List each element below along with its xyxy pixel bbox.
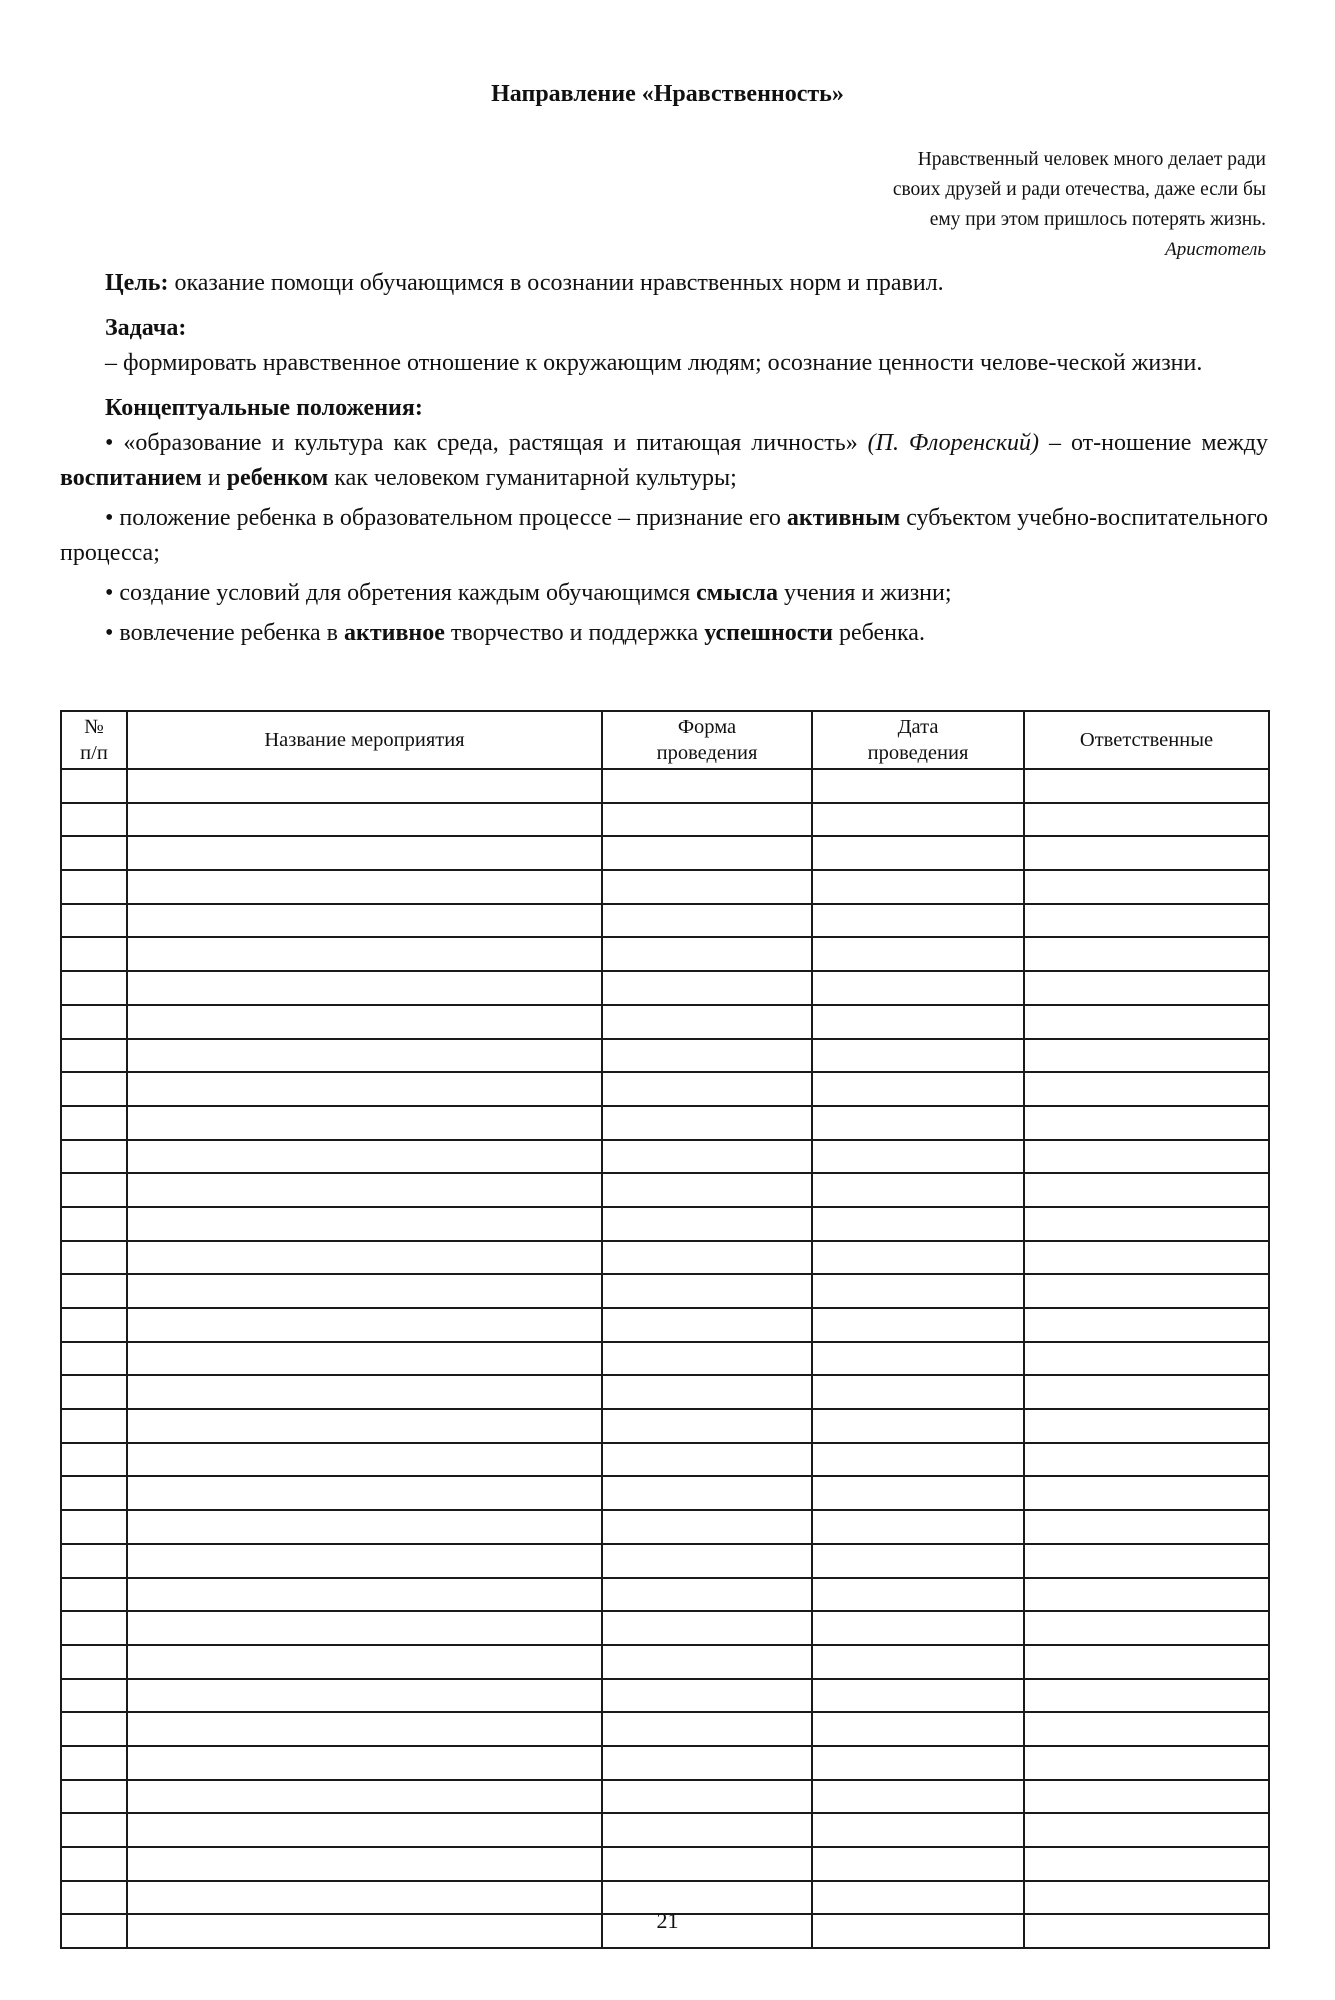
table-cell[interactable]	[1024, 1274, 1269, 1308]
table-cell[interactable]	[812, 1443, 1024, 1477]
table-cell[interactable]	[602, 769, 812, 803]
table-cell[interactable]	[1024, 1342, 1269, 1376]
epigraph-line: своих друзей и ради отечества, даже если бы	[892, 179, 1266, 200]
table-row	[61, 1510, 1269, 1544]
table-cell[interactable]	[602, 1712, 812, 1746]
table-cell[interactable]	[127, 1207, 602, 1241]
table-cell[interactable]	[61, 769, 127, 803]
table-cell[interactable]	[812, 870, 1024, 904]
table-cell[interactable]	[61, 1746, 127, 1780]
table-cell[interactable]	[812, 971, 1024, 1005]
table-cell[interactable]	[127, 937, 602, 971]
table-cell[interactable]	[127, 1510, 602, 1544]
table-cell[interactable]	[1024, 971, 1269, 1005]
table-cell[interactable]	[812, 1140, 1024, 1174]
table-cell[interactable]	[61, 1072, 127, 1106]
table-cell[interactable]	[602, 1544, 812, 1578]
table-cell[interactable]	[127, 1847, 602, 1881]
table-cell[interactable]	[602, 1746, 812, 1780]
table-cell[interactable]	[61, 1140, 127, 1174]
table-row	[61, 1712, 1269, 1746]
table-cell[interactable]	[127, 836, 602, 870]
table-row	[61, 1207, 1269, 1241]
table-cell[interactable]	[812, 1611, 1024, 1645]
table-cell[interactable]	[1024, 836, 1269, 870]
table-cell[interactable]	[602, 1375, 812, 1409]
table-row	[61, 836, 1269, 870]
table-cell[interactable]	[602, 1476, 812, 1510]
header-event-name: Название мероприятия	[127, 711, 602, 769]
body-text	[60, 266, 1268, 651]
table-cell[interactable]	[812, 1106, 1024, 1140]
table-cell[interactable]	[812, 1173, 1024, 1207]
table-cell[interactable]	[602, 1679, 812, 1713]
table-cell[interactable]	[1024, 1207, 1269, 1241]
table-row	[61, 1780, 1269, 1814]
table-cell[interactable]	[812, 1072, 1024, 1106]
table-cell[interactable]	[812, 1274, 1024, 1308]
table-cell[interactable]	[812, 1375, 1024, 1409]
table-row	[61, 1106, 1269, 1140]
table-cell[interactable]	[602, 1106, 812, 1140]
table-cell[interactable]	[1024, 1375, 1269, 1409]
table-cell[interactable]	[127, 1679, 602, 1713]
table-cell[interactable]	[602, 1072, 812, 1106]
table-row	[61, 1241, 1269, 1275]
table-cell[interactable]	[127, 971, 602, 1005]
table-cell[interactable]	[127, 904, 602, 938]
table-cell[interactable]	[1024, 1039, 1269, 1073]
table-cell[interactable]	[61, 1308, 127, 1342]
table-cell[interactable]	[127, 1308, 602, 1342]
table-cell[interactable]	[127, 1578, 602, 1612]
goal-text: оказание помощи обучающимся в осознании нравственных норм и правил.	[168, 270, 944, 296]
table-cell[interactable]	[127, 1072, 602, 1106]
table-cell[interactable]	[61, 1544, 127, 1578]
table-cell[interactable]	[602, 1813, 812, 1847]
goal-label: Цель:	[105, 270, 169, 296]
task-heading: Задача:	[105, 315, 187, 341]
table-cell[interactable]	[1024, 803, 1269, 837]
table-cell[interactable]	[61, 1106, 127, 1140]
table-cell[interactable]	[602, 1342, 812, 1376]
table-cell[interactable]	[61, 1173, 127, 1207]
table-cell[interactable]	[812, 1476, 1024, 1510]
table-cell[interactable]	[812, 1342, 1024, 1376]
table-row	[61, 971, 1269, 1005]
table-row	[61, 1409, 1269, 1443]
table-cell[interactable]	[1024, 1679, 1269, 1713]
table-cell[interactable]	[602, 1005, 812, 1039]
table-cell[interactable]	[1024, 1476, 1269, 1510]
table-cell[interactable]	[61, 1476, 127, 1510]
table-cell[interactable]	[1024, 1308, 1269, 1342]
table-cell[interactable]	[602, 1173, 812, 1207]
table-cell[interactable]	[602, 1780, 812, 1814]
header-number: № п/п	[61, 711, 127, 769]
table-cell[interactable]	[61, 1375, 127, 1409]
table-cell[interactable]	[812, 769, 1024, 803]
header-responsible: Ответственные	[1024, 711, 1269, 769]
table-cell[interactable]	[127, 1005, 602, 1039]
table-cell[interactable]	[602, 1611, 812, 1645]
table-row	[61, 1847, 1269, 1881]
table-cell[interactable]	[602, 1409, 812, 1443]
table-row	[61, 1274, 1269, 1308]
table-cell[interactable]	[61, 1645, 127, 1679]
table-cell[interactable]	[127, 1813, 602, 1847]
events-table	[60, 710, 1270, 1949]
concept-item: • вовлечение ребенка в активное творчество и поддержка успешности ребенка.	[105, 620, 925, 646]
table-cell[interactable]	[602, 971, 812, 1005]
table-row	[61, 1578, 1269, 1612]
table-row	[61, 1679, 1269, 1713]
table-cell[interactable]	[1024, 1443, 1269, 1477]
table-cell[interactable]	[1024, 1140, 1269, 1174]
table-cell[interactable]	[61, 870, 127, 904]
table-cell[interactable]	[1024, 1106, 1269, 1140]
table-cell[interactable]	[602, 1510, 812, 1544]
table-cell[interactable]	[1024, 1241, 1269, 1275]
table-cell[interactable]	[1024, 1544, 1269, 1578]
table-cell[interactable]	[1024, 1847, 1269, 1881]
table-row	[61, 1173, 1269, 1207]
table-cell[interactable]	[127, 1375, 602, 1409]
table-cell[interactable]	[127, 1140, 602, 1174]
table-cell[interactable]	[127, 1443, 602, 1477]
table-cell[interactable]	[602, 1207, 812, 1241]
table-cell[interactable]	[61, 1712, 127, 1746]
table-row	[61, 1308, 1269, 1342]
table-row	[61, 937, 1269, 971]
concept-item: • создание условий для обретения каждым обучающимся смысла учения и жизни;	[105, 580, 952, 606]
table-cell[interactable]	[127, 803, 602, 837]
table-cell[interactable]	[127, 870, 602, 904]
table-cell[interactable]	[1024, 870, 1269, 904]
table-cell[interactable]	[1024, 1173, 1269, 1207]
table-cell[interactable]	[602, 1039, 812, 1073]
table-cell[interactable]	[61, 937, 127, 971]
goal-paragraph	[60, 266, 1268, 301]
table-cell[interactable]	[127, 1106, 602, 1140]
table-cell[interactable]	[1024, 1746, 1269, 1780]
table-row	[61, 870, 1269, 904]
table-cell[interactable]	[1024, 1409, 1269, 1443]
table-cell[interactable]	[61, 904, 127, 938]
table-cell[interactable]	[602, 1645, 812, 1679]
table-cell[interactable]	[61, 1780, 127, 1814]
table-cell[interactable]	[812, 1746, 1024, 1780]
table-cell[interactable]	[812, 1645, 1024, 1679]
table-cell[interactable]	[127, 1476, 602, 1510]
table-cell[interactable]	[127, 1544, 602, 1578]
table-cell[interactable]	[602, 836, 812, 870]
table-body	[61, 769, 1269, 1948]
table-cell[interactable]	[127, 1645, 602, 1679]
table-row	[61, 1443, 1269, 1477]
table-row	[61, 1645, 1269, 1679]
table-cell[interactable]	[812, 803, 1024, 837]
table-cell[interactable]	[127, 1173, 602, 1207]
table-row	[61, 1611, 1269, 1645]
table-cell[interactable]	[602, 1443, 812, 1477]
table-cell[interactable]	[61, 803, 127, 837]
table-cell[interactable]	[61, 1342, 127, 1376]
table-row	[61, 1375, 1269, 1409]
concept-item: • «образование и культура как среда, растящая и питающая личность» (П. Флоренский) – от-ношение между воспитанием и ребенком как человеком гуманитарной культуры;	[60, 430, 1268, 491]
table-cell[interactable]	[1024, 1005, 1269, 1039]
table-cell[interactable]	[812, 904, 1024, 938]
table-row	[61, 1342, 1269, 1376]
table-cell[interactable]	[602, 1241, 812, 1275]
table-cell[interactable]	[602, 1578, 812, 1612]
table-cell[interactable]	[61, 1578, 127, 1612]
table-cell[interactable]	[61, 1005, 127, 1039]
table-cell[interactable]	[812, 937, 1024, 971]
table-cell[interactable]	[127, 1241, 602, 1275]
table-cell[interactable]	[1024, 1072, 1269, 1106]
table-cell[interactable]	[812, 1679, 1024, 1713]
table-cell[interactable]	[602, 1140, 812, 1174]
concept-item: • положение ребенка в образовательном процессе – признание его активным субъектом учебно-воспитательного процесса;	[60, 505, 1269, 566]
table-cell[interactable]	[127, 1611, 602, 1645]
citation: (П. Флоренский)	[867, 430, 1040, 456]
table-cell[interactable]	[1024, 1813, 1269, 1847]
table-cell[interactable]	[61, 1611, 127, 1645]
table-row	[61, 904, 1269, 938]
table-cell[interactable]	[61, 1510, 127, 1544]
table-cell[interactable]	[602, 937, 812, 971]
table-row	[61, 1746, 1269, 1780]
header-date: Дата проведения	[812, 711, 1024, 769]
table-cell[interactable]	[812, 1847, 1024, 1881]
table-cell[interactable]	[61, 1679, 127, 1713]
table-row	[61, 1476, 1269, 1510]
table-cell[interactable]	[1024, 1611, 1269, 1645]
table-cell[interactable]	[812, 1005, 1024, 1039]
table-cell[interactable]	[812, 1409, 1024, 1443]
table-row	[61, 1039, 1269, 1073]
epigraph-line: ему при этом пришлось потерять жизнь.	[929, 209, 1266, 230]
epigraph	[764, 145, 1266, 265]
table-cell[interactable]	[602, 870, 812, 904]
table-cell[interactable]	[127, 1746, 602, 1780]
table-cell[interactable]	[812, 1207, 1024, 1241]
table-cell[interactable]	[602, 1274, 812, 1308]
table-cell[interactable]	[602, 904, 812, 938]
table-cell[interactable]	[61, 1443, 127, 1477]
table-cell[interactable]	[812, 1544, 1024, 1578]
table-cell[interactable]	[1024, 1578, 1269, 1612]
table-cell[interactable]	[1024, 904, 1269, 938]
table-cell[interactable]	[1024, 769, 1269, 803]
epigraph-line: Нравственный человек много делает ради	[917, 149, 1266, 170]
table-cell[interactable]	[61, 1039, 127, 1073]
table-cell[interactable]	[61, 1274, 127, 1308]
table-cell[interactable]	[61, 971, 127, 1005]
page-number: 21	[656, 1908, 679, 1933]
table-cell[interactable]	[61, 1241, 127, 1275]
table-cell[interactable]	[812, 1308, 1024, 1342]
table-cell[interactable]	[1024, 1780, 1269, 1814]
table-cell[interactable]	[127, 769, 602, 803]
table-cell[interactable]	[812, 1578, 1024, 1612]
table-cell[interactable]	[812, 1039, 1024, 1073]
table-cell[interactable]	[1024, 1645, 1269, 1679]
table-row	[61, 1005, 1269, 1039]
table-row	[61, 1544, 1269, 1578]
table-cell[interactable]	[127, 1409, 602, 1443]
table-cell[interactable]	[127, 1039, 602, 1073]
table-cell[interactable]	[127, 1342, 602, 1376]
table-cell[interactable]	[602, 1847, 812, 1881]
table-cell[interactable]	[127, 1780, 602, 1814]
table-cell[interactable]	[127, 1712, 602, 1746]
table-cell[interactable]	[812, 1510, 1024, 1544]
table-row	[61, 1072, 1269, 1106]
table-cell[interactable]	[61, 1207, 127, 1241]
table-cell[interactable]	[127, 1274, 602, 1308]
table-cell[interactable]	[812, 836, 1024, 870]
task-text: – формировать нравственное отношение к окружающим людям; осознание ценности челове-ческой жизни.	[105, 350, 1203, 376]
table-row	[61, 803, 1269, 837]
table-cell[interactable]	[812, 1712, 1024, 1746]
table-cell[interactable]	[812, 1780, 1024, 1814]
page-title: Направление «Нравственность»	[491, 81, 844, 107]
table-cell[interactable]	[812, 1813, 1024, 1847]
table-row	[61, 1140, 1269, 1174]
table-cell[interactable]	[61, 1409, 127, 1443]
table-row	[61, 769, 1269, 803]
table-cell[interactable]	[1024, 937, 1269, 971]
table-cell[interactable]	[602, 1308, 812, 1342]
table-cell[interactable]	[61, 1847, 127, 1881]
table-cell[interactable]	[61, 836, 127, 870]
table-cell[interactable]	[1024, 1712, 1269, 1746]
header-form: Форма проведения	[602, 711, 812, 769]
table-cell[interactable]	[1024, 1510, 1269, 1544]
concepts-heading: Концептуальные положения:	[105, 395, 423, 421]
epigraph-author: Аристотель	[1165, 239, 1266, 260]
table-cell[interactable]	[61, 1813, 127, 1847]
table-header-row	[61, 711, 1269, 769]
table-cell[interactable]	[602, 803, 812, 837]
table-row	[61, 1813, 1269, 1847]
table-cell[interactable]	[812, 1241, 1024, 1275]
